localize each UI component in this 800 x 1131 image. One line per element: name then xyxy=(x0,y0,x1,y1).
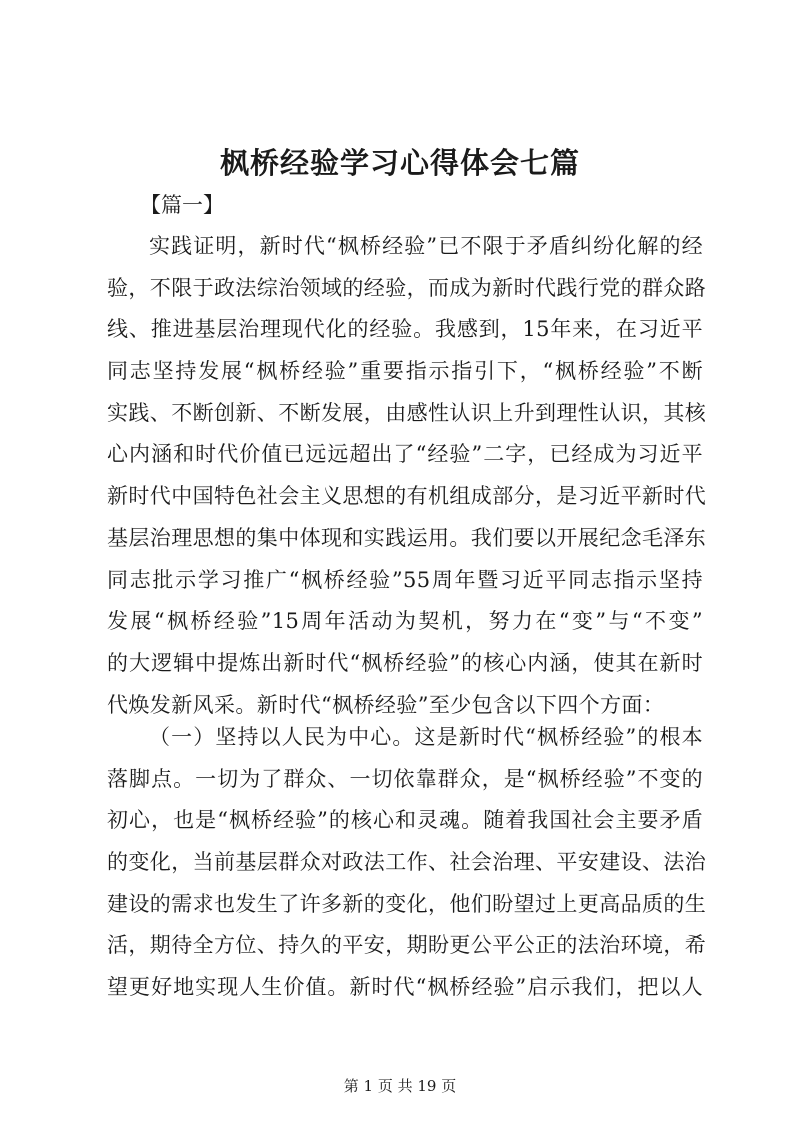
paragraph-line: 的变化，当前基层群众对政法工作、社会治理、平安建设、法治 xyxy=(107,850,707,875)
paragraph-line: 发展“枫桥经验”15周年活动为契机，努力在“变”与“不变” xyxy=(107,609,703,634)
paragraph-2 xyxy=(107,717,707,1009)
document-title: 枫桥经验学习心得体会七篇 xyxy=(219,146,580,180)
paragraph-line: 望更好地实现人生价值。新时代“枫桥经验”启示我们，把以人 xyxy=(107,975,703,1000)
paragraph-line: 实践、不断创新、不断发展，由感性认识上升到理性认识，其核 xyxy=(107,400,707,425)
paragraph-line: 活，期待全方位、持久的平安，期盼更公平公正的法治环境，希 xyxy=(107,933,707,958)
paragraph-line: 建设的需求也发生了许多新的变化，他们盼望过上更高品质的生 xyxy=(107,891,707,916)
paragraph-line: （一）坚持以人民为中心。这是新时代“枫桥经验”的根本 xyxy=(149,725,703,749)
page-number-footer: 第 1 页 共 19 页 xyxy=(343,1077,457,1095)
paragraph-line: 基层治理思想的集中体现和实践运用。我们要以开展纪念毛泽东 xyxy=(107,525,707,550)
paragraph-line: 同志批示学习推广“枫桥经验”55周年暨习近平同志指示坚持 xyxy=(107,567,703,592)
paragraph-1 xyxy=(107,226,707,726)
paragraph-line: 初心，也是“枫桥经验”的核心和灵魂。随着我国社会主要矛盾 xyxy=(107,808,703,833)
paragraph-line: 新时代中国特色社会主义思想的有机组成部分，是习近平新时代 xyxy=(107,484,707,509)
section-heading: 【篇一】 xyxy=(140,193,224,217)
paragraph-line: 落脚点。一切为了群众、一切依靠群众，是“枫桥经验”不变的 xyxy=(107,766,703,791)
paragraph-line: 的大逻辑中提炼出新时代“枫桥经验”的核心内涵，使其在新时 xyxy=(107,650,703,675)
paragraph-line: 同志坚持发展“枫桥经验”重要指示指引下，“枫桥经验”不断 xyxy=(107,359,703,384)
paragraph-line: 心内涵和时代价值已远远超出了“经验”二字，已经成为习近平 xyxy=(107,442,703,467)
paragraph-line: 验，不限于政法综治领域的经验，而成为新时代践行党的群众路 xyxy=(107,275,707,300)
paragraph-line: 实践证明，新时代“枫桥经验”已不限于矛盾纠纷化解的经 xyxy=(149,234,703,258)
paragraph-line: 线、推进基层治理现代化的经验。我感到，15年来，在习近平 xyxy=(107,317,703,342)
paragraph-line: 代焕发新风采。新时代“枫桥经验”至少包含以下四个方面： xyxy=(107,692,665,717)
